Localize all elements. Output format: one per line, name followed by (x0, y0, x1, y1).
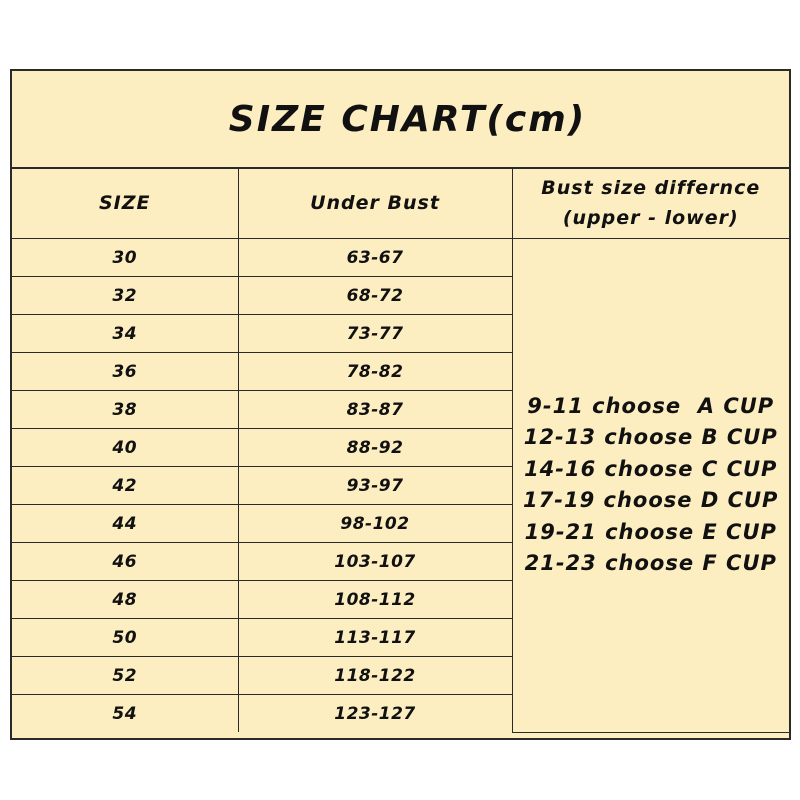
header-diff-line-1: Bust size differnce (541, 177, 761, 199)
cup-rule: 14-16 choose C CUP (524, 456, 778, 481)
size-cell: 44 (12, 505, 238, 543)
size-cell: 54 (12, 695, 238, 733)
size-cell: 42 (12, 467, 238, 505)
cup-rule: 9-11 choose A CUP (527, 393, 775, 418)
cup-rules-cell (512, 239, 789, 733)
size-cell: 52 (12, 657, 238, 695)
under-bust-cell: 63-67 (238, 239, 512, 277)
size-cell: 32 (12, 277, 238, 315)
size-table (12, 168, 789, 733)
under-bust-cell: 113-117 (238, 619, 512, 657)
under-bust-cell: 93-97 (238, 467, 512, 505)
size-chart (10, 69, 791, 740)
under-bust-cell: 98-102 (238, 505, 512, 543)
under-bust-cell: 73-77 (238, 315, 512, 353)
under-bust-cell: 88-92 (238, 429, 512, 467)
cup-rule: 12-13 choose B CUP (523, 425, 778, 450)
cup-rule: 21-23 choose F CUP (524, 551, 777, 576)
table-row (12, 239, 789, 277)
header-under-bust: Under Bust (238, 168, 512, 239)
under-bust-cell: 78-82 (238, 353, 512, 391)
size-cell: 34 (12, 315, 238, 353)
cup-rule: 19-21 choose E CUP (524, 519, 777, 544)
under-bust-cell: 118-122 (238, 657, 512, 695)
size-cell: 38 (12, 391, 238, 429)
size-cell: 36 (12, 353, 238, 391)
size-cell: 30 (12, 239, 238, 277)
size-cell: 48 (12, 581, 238, 619)
size-cell: 46 (12, 543, 238, 581)
under-bust-cell: 108-112 (238, 581, 512, 619)
cup-rule: 17-19 choose D CUP (523, 488, 779, 513)
size-cell: 50 (12, 619, 238, 657)
under-bust-cell: 103-107 (238, 543, 512, 581)
under-bust-cell: 123-127 (238, 695, 512, 733)
header-bust-difference (512, 168, 789, 239)
under-bust-cell: 68-72 (238, 277, 512, 315)
header-size: SIZE (12, 168, 238, 239)
title-row (12, 71, 789, 169)
size-cell: 40 (12, 429, 238, 467)
header-row (12, 168, 789, 239)
under-bust-cell: 83-87 (238, 391, 512, 429)
header-diff-line-2: (upper - lower) (562, 207, 739, 229)
chart-title: SIZE CHART(cm) (228, 98, 587, 140)
